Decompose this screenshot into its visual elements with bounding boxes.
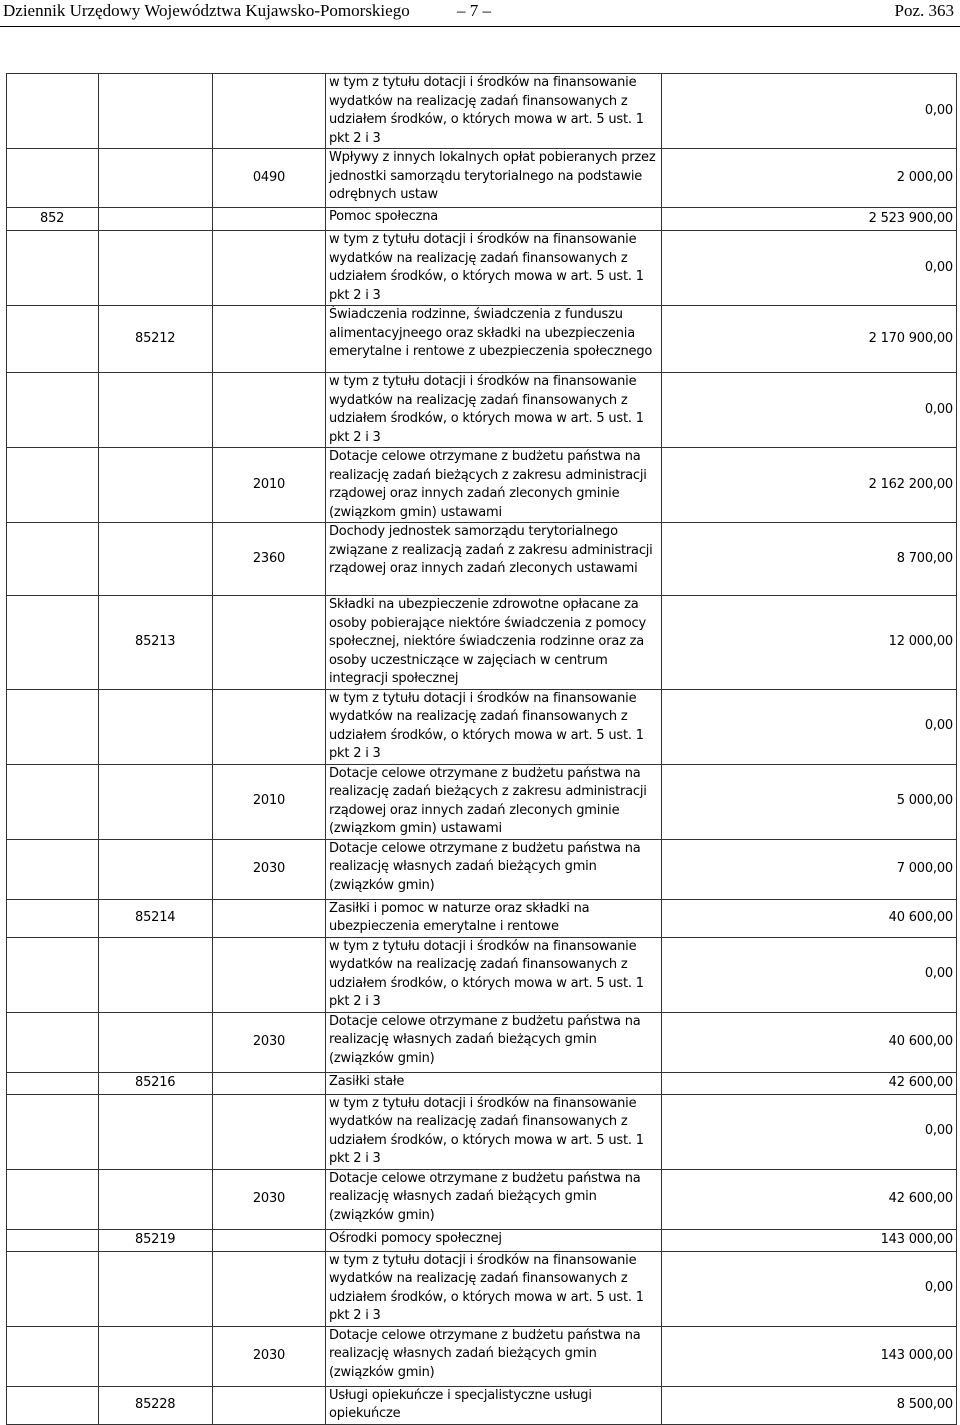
amount-cell: 0,00 [662, 373, 957, 448]
table-row [7, 448, 957, 523]
description-cell: w tym z tytułu dotacji i środków na finansowanie wydatków na realizację zadań finansowanych z udziałem środków, o których mowa w art. 5 ust. 1 pkt 2 i 3 [326, 937, 662, 1012]
rozdzial-cell: 85214 [99, 899, 213, 937]
rozdzial-cell: 85216 [99, 1072, 213, 1094]
amount-cell: 2 162 200,00 [662, 448, 957, 523]
page-header [0, 0, 960, 28]
table-row [7, 937, 957, 1012]
budget-table [6, 73, 957, 1425]
dzial-cell [7, 373, 99, 448]
rozdzial-cell [99, 74, 213, 149]
dzial-cell [7, 306, 99, 373]
dzial-cell [7, 689, 99, 764]
dzial-cell [7, 1229, 99, 1251]
rozdzial-cell [99, 1169, 213, 1229]
position-number: Poz. 363 [894, 1, 954, 20]
rozdzial-cell [99, 1012, 213, 1072]
rozdzial-cell [99, 1094, 213, 1169]
description-cell: w tym z tytułu dotacji i środków na finansowanie wydatków na realizację zadań finansowanych z udziałem środków, o których mowa w art. 5 ust. 1 pkt 2 i 3 [326, 74, 662, 149]
dzial-cell [7, 448, 99, 523]
table-row [7, 764, 957, 839]
table-row [7, 1251, 957, 1326]
table-row [7, 899, 957, 937]
description-cell: Dotacje celowe otrzymane z budżetu państwa na realizację własnych zadań bieżących gmin (związków gmin) [326, 1169, 662, 1229]
table-row [7, 1386, 957, 1424]
description-cell: Zasiłki stałe [326, 1072, 662, 1094]
rozdzial-cell [99, 373, 213, 448]
amount-cell: 2 000,00 [662, 149, 957, 208]
table-row [7, 74, 957, 149]
description-cell: w tym z tytułu dotacji i środków na finansowanie wydatków na realizację zadań finansowanych z udziałem środków, o których mowa w art. 5 ust. 1 pkt 2 i 3 [326, 689, 662, 764]
description-cell: Dotacje celowe otrzymane z budżetu państwa na realizację własnych zadań bieżących gmin (związków gmin) [326, 1012, 662, 1072]
paragraf-cell [213, 689, 326, 764]
paragraf-cell [213, 208, 326, 231]
table-row [7, 208, 957, 231]
rozdzial-cell: 85213 [99, 596, 213, 690]
rozdzial-cell [99, 523, 213, 596]
amount-cell: 0,00 [662, 231, 957, 306]
paragraf-cell: 2010 [213, 448, 326, 523]
amount-cell: 143 000,00 [662, 1229, 957, 1251]
description-cell: Pomoc społeczna [326, 208, 662, 231]
rozdzial-cell [99, 764, 213, 839]
description-cell: Dotacje celowe otrzymane z budżetu państwa na realizację zadań bieżących z zakresu administracji rządowej oraz innych zadań zleconych gminie (związkom gmin) ustawami [326, 764, 662, 839]
dzial-cell [7, 899, 99, 937]
description-cell: w tym z tytułu dotacji i środków na finansowanie wydatków na realizację zadań finansowanych z udziałem środków, o których mowa w art. 5 ust. 1 pkt 2 i 3 [326, 373, 662, 448]
description-cell: Ośrodki pomocy społecznej [326, 1229, 662, 1251]
journal-title: Dziennik Urzędowy Województwa Kujawsko-Pomorskiego [3, 1, 410, 20]
table-row [7, 1012, 957, 1072]
paragraf-cell [213, 596, 326, 690]
paragraf-cell: 2010 [213, 764, 326, 839]
table-row [7, 149, 957, 208]
paragraf-cell [213, 306, 326, 373]
description-cell: Dotacje celowe otrzymane z budżetu państwa na realizację własnych zadań bieżących gmin (związków gmin) [326, 1326, 662, 1386]
dzial-cell [7, 523, 99, 596]
table-row [7, 1072, 957, 1094]
rozdzial-cell [99, 149, 213, 208]
rozdzial-cell [99, 448, 213, 523]
paragraf-cell: 2030 [213, 1169, 326, 1229]
paragraf-cell [213, 899, 326, 937]
paragraf-cell [213, 373, 326, 448]
description-cell: Świadczenia rodzinne, świadczenia z funduszu alimentacyjneego oraz składki na ubezpieczenia emerytalne i rentowe z ubezpieczenia społecznego [326, 306, 662, 373]
dzial-cell [7, 231, 99, 306]
paragraf-cell: 0490 [213, 149, 326, 208]
dzial-cell [7, 596, 99, 690]
rozdzial-cell [99, 839, 213, 899]
amount-cell: 40 600,00 [662, 899, 957, 937]
dzial-cell [7, 1072, 99, 1094]
amount-cell: 0,00 [662, 689, 957, 764]
paragraf-cell [213, 1229, 326, 1251]
header-rule [0, 26, 960, 27]
dzial-cell [7, 1169, 99, 1229]
amount-cell: 0,00 [662, 1251, 957, 1326]
amount-cell: 12 000,00 [662, 596, 957, 690]
rozdzial-cell [99, 689, 213, 764]
table-row [7, 306, 957, 373]
description-cell: Wpływy z innych lokalnych opłat pobieranych przez jednostki samorządu terytorialnego na podstawie odrębnych ustaw [326, 149, 662, 208]
dzial-cell [7, 937, 99, 1012]
paragraf-cell: 2030 [213, 1326, 326, 1386]
dzial-cell [7, 1251, 99, 1326]
dzial-cell [7, 839, 99, 899]
amount-cell: 143 000,00 [662, 1326, 957, 1386]
amount-cell: 0,00 [662, 1094, 957, 1169]
table-row [7, 689, 957, 764]
budget-table-body [7, 74, 957, 1425]
amount-cell: 0,00 [662, 74, 957, 149]
paragraf-cell [213, 1094, 326, 1169]
paragraf-cell: 2030 [213, 1012, 326, 1072]
paragraf-cell [213, 1251, 326, 1326]
amount-cell: 42 600,00 [662, 1169, 957, 1229]
paragraf-cell [213, 231, 326, 306]
description-cell: Dochody jednostek samorządu terytorialnego związane z realizacją zadań z zakresu administracji rządowej oraz innych zadań zleconych ustawami [326, 523, 662, 596]
description-cell: Składki na ubezpieczenie zdrowotne opłacane za osoby pobierające niektóre świadczenia z pomocy społecznej, niektóre świadczenia rodzinne oraz za osoby uczestniczące w zajęciach w centrum integracji społecznej [326, 596, 662, 690]
rozdzial-cell [99, 1251, 213, 1326]
amount-cell: 40 600,00 [662, 1012, 957, 1072]
amount-cell: 2 170 900,00 [662, 306, 957, 373]
amount-cell: 8 700,00 [662, 523, 957, 596]
dzial-cell [7, 764, 99, 839]
amount-cell: 7 000,00 [662, 839, 957, 899]
rozdzial-cell: 85228 [99, 1386, 213, 1424]
paragraf-cell [213, 74, 326, 149]
page-number: – 7 – [457, 1, 491, 20]
paragraf-cell [213, 1072, 326, 1094]
dzial-cell [7, 1326, 99, 1386]
amount-cell: 0,00 [662, 937, 957, 1012]
amount-cell: 5 000,00 [662, 764, 957, 839]
description-cell: Usługi opiekuńcze i specjalistyczne usługi opiekuńcze [326, 1386, 662, 1424]
paragraf-cell [213, 1386, 326, 1424]
description-cell: w tym z tytułu dotacji i środków na finansowanie wydatków na realizację zadań finansowanych z udziałem środków, o których mowa w art. 5 ust. 1 pkt 2 i 3 [326, 1251, 662, 1326]
description-cell: w tym z tytułu dotacji i środków na finansowanie wydatków na realizację zadań finansowanych z udziałem środków, o których mowa w art. 5 ust. 1 pkt 2 i 3 [326, 1094, 662, 1169]
amount-cell: 8 500,00 [662, 1386, 957, 1424]
amount-cell: 2 523 900,00 [662, 208, 957, 231]
rozdzial-cell: 85219 [99, 1229, 213, 1251]
rozdzial-cell [99, 937, 213, 1012]
table-row [7, 1229, 957, 1251]
table-row [7, 596, 957, 690]
rozdzial-cell: 85212 [99, 306, 213, 373]
dzial-cell: 852 [7, 208, 99, 231]
dzial-cell [7, 1386, 99, 1424]
table-row [7, 1326, 957, 1386]
description-cell: Dotacje celowe otrzymane z budżetu państwa na realizację zadań bieżących z zakresu administracji rządowej oraz innych zadań zleconych gminie (związkom gmin) ustawami [326, 448, 662, 523]
table-row [7, 373, 957, 448]
table-row [7, 523, 957, 596]
table-row [7, 231, 957, 306]
rozdzial-cell [99, 1326, 213, 1386]
description-cell: Zasiłki i pomoc w naturze oraz składki na ubezpieczenia emerytalne i rentowe [326, 899, 662, 937]
dzial-cell [7, 1012, 99, 1072]
amount-cell: 42 600,00 [662, 1072, 957, 1094]
paragraf-cell: 2360 [213, 523, 326, 596]
rozdzial-cell [99, 208, 213, 231]
dzial-cell [7, 1094, 99, 1169]
table-row [7, 1169, 957, 1229]
dzial-cell [7, 74, 99, 149]
description-cell: Dotacje celowe otrzymane z budżetu państwa na realizację własnych zadań bieżących gmin (związków gmin) [326, 839, 662, 899]
paragraf-cell: 2030 [213, 839, 326, 899]
table-row [7, 1094, 957, 1169]
rozdzial-cell [99, 231, 213, 306]
table-row [7, 839, 957, 899]
paragraf-cell [213, 937, 326, 1012]
dzial-cell [7, 149, 99, 208]
description-cell: w tym z tytułu dotacji i środków na finansowanie wydatków na realizację zadań finansowanych z udziałem środków, o których mowa w art. 5 ust. 1 pkt 2 i 3 [326, 231, 662, 306]
